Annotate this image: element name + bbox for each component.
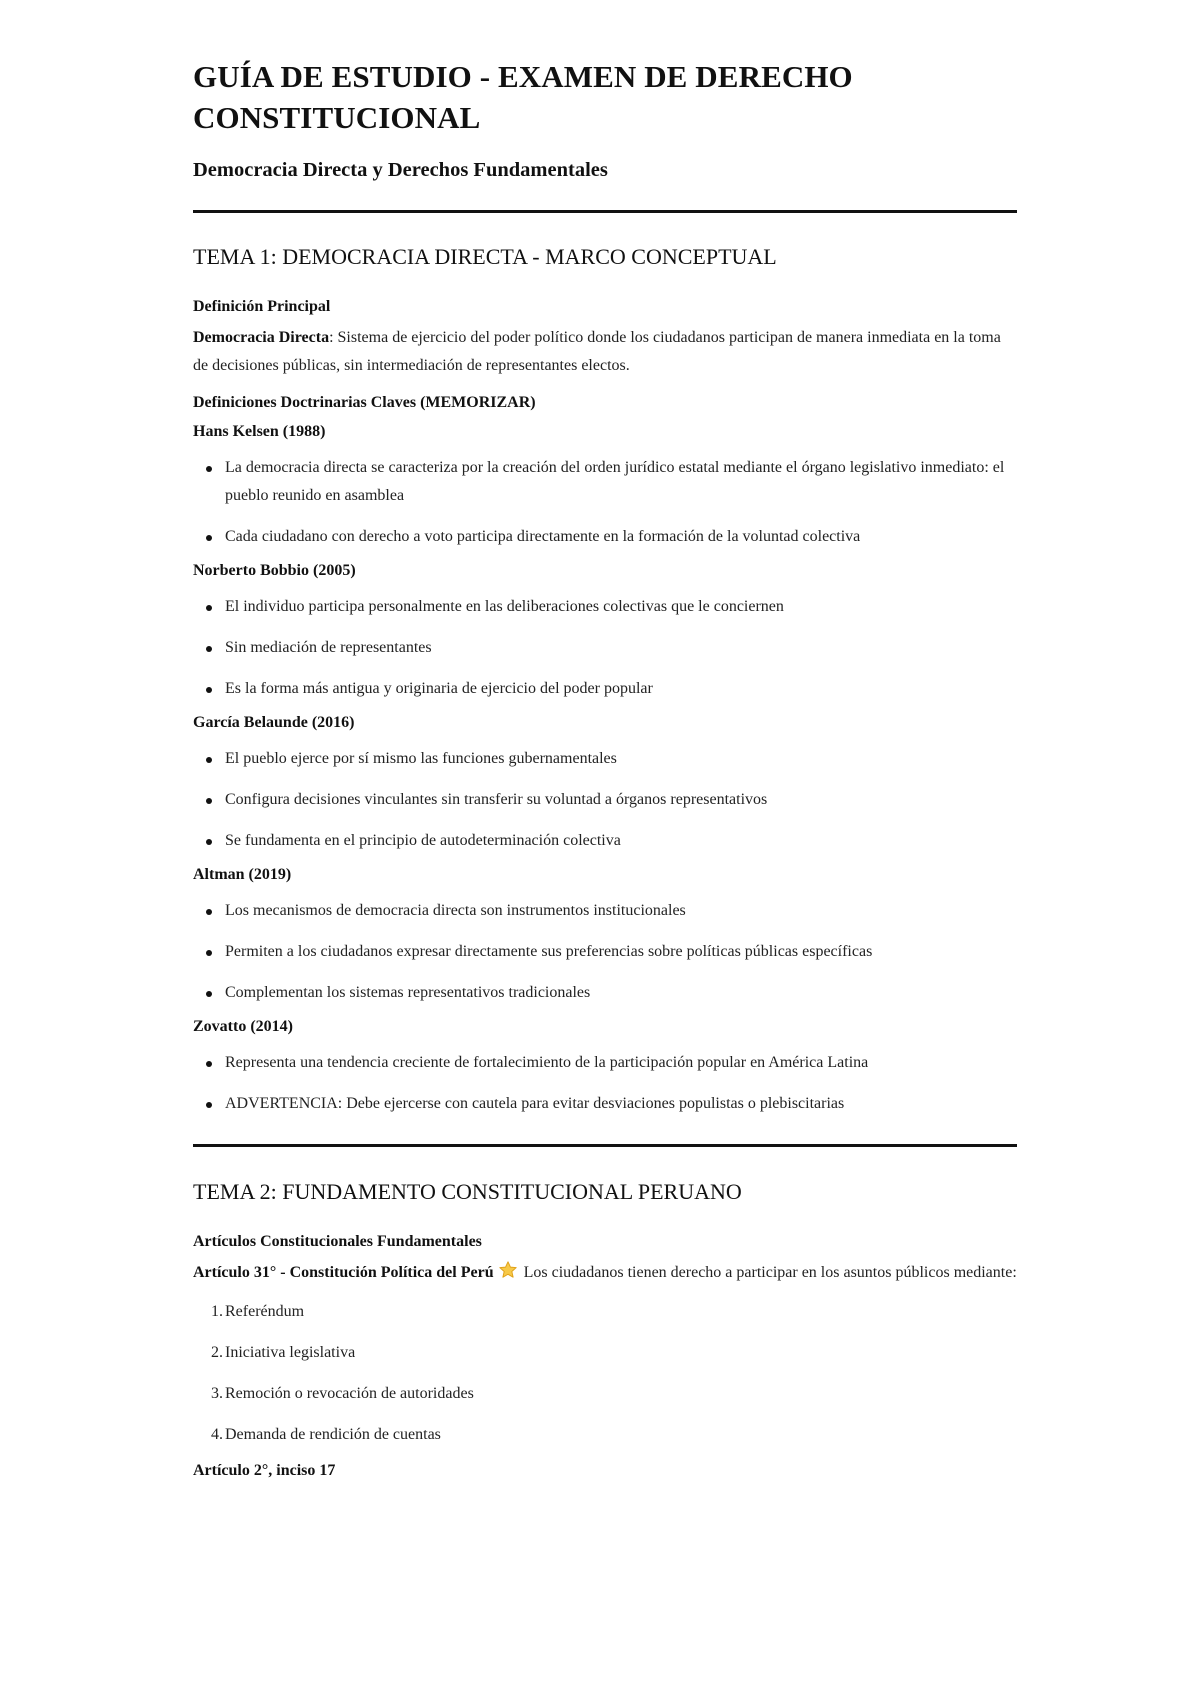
article-31-label: Artículo 31° - Constitución Política del Perú [193, 1264, 494, 1281]
list-number: 3. [211, 1385, 223, 1402]
author-points [193, 593, 1017, 703]
definition-term: Democracia Directa [193, 329, 330, 346]
article-31-text: Los ciudadanos tienen derecho a participar en los asuntos públicos mediante: [519, 1264, 1017, 1281]
document-title: GUÍA DE ESTUDIO - EXAMEN DE DERECHO CONSTITUCIONAL [193, 59, 853, 135]
author-heading: Altman (2019) [193, 866, 292, 883]
list-item: ADVERTENCIA: Debe ejercerse con cautela para evitar desviaciones populistas o plebiscitarias [193, 1090, 1017, 1118]
list-item: Cada ciudadano con derecho a voto participa directamente en la formación de la voluntad colectiva [193, 523, 1017, 551]
author-points [193, 1049, 1017, 1118]
list-item: Los mecanismos de democracia directa son instrumentos institucionales [193, 897, 1017, 925]
definition-heading: Definición Principal [193, 298, 331, 315]
list-item: El pueblo ejerce por sí mismo las funciones gubernamentales [193, 745, 1017, 773]
author-heading: García Belaunde (2016) [193, 714, 355, 731]
definition-paragraph [193, 324, 1017, 380]
document-subtitle: Democracia Directa y Derechos Fundamentales [193, 159, 608, 181]
list-item-text: Remoción o revocación de autoridades [225, 1385, 474, 1402]
list-item-text: Referéndum [225, 1303, 305, 1320]
document-content [193, 56, 1017, 1482]
article-31-paragraph [193, 1259, 1017, 1287]
author-heading: Hans Kelsen (1988) [193, 423, 326, 440]
definition-text: : Sistema de ejercicio del poder político donde los ciudadanos participan de manera inmediata en la toma de decisiones públicas, sin intermediación de representantes electos. [193, 329, 1001, 374]
list-item: Es la forma más antigua y originaria de ejercicio del poder popular [193, 675, 1017, 703]
list-number: 2. [211, 1344, 223, 1361]
list-item: Sin mediación de representantes [193, 634, 1017, 662]
author-heading: Norberto Bobbio (2005) [193, 562, 356, 579]
list-number: 1. [211, 1303, 223, 1320]
article-31-list [193, 1298, 1017, 1449]
section-title: TEMA 2: FUNDAMENTO CONSTITUCIONAL PERUANO [193, 1179, 742, 1204]
section-divider [193, 1144, 1017, 1147]
author-heading: Zovatto (2014) [193, 1018, 293, 1035]
author-points [193, 454, 1017, 551]
list-item [193, 1339, 1017, 1367]
list-item: Complementan los sistemas representativos tradicionales [193, 979, 1017, 1007]
author-points [193, 745, 1017, 855]
article-2-heading: Artículo 2°, inciso 17 [193, 1462, 336, 1479]
list-item: Representa una tendencia creciente de fortalecimiento de la participación popular en América Latina [193, 1049, 1017, 1077]
list-number: 4. [211, 1426, 223, 1443]
section-tema-2 [193, 1178, 1017, 1482]
list-item: Permiten a los ciudadanos expresar directamente sus preferencias sobre políticas públicas específicas [193, 938, 1017, 966]
doctrinal-heading: Definiciones Doctrinarias Claves (MEMORIZAR) [193, 394, 536, 411]
author-points [193, 897, 1017, 1007]
list-item [193, 1421, 1017, 1449]
list-item: Configura decisiones vinculantes sin transferir su voluntad a órganos representativos [193, 786, 1017, 814]
section-divider [193, 210, 1017, 213]
articles-heading: Artículos Constitucionales Fundamentales [193, 1233, 482, 1250]
list-item [193, 1380, 1017, 1408]
star-icon [498, 1260, 518, 1280]
section-tema-1 [193, 243, 1017, 1118]
list-item: La democracia directa se caracteriza por la creación del orden jurídico estatal mediante el órgano legislativo inmediato: el pueblo reunido en asamblea [193, 454, 1017, 510]
list-item: El individuo participa personalmente en las deliberaciones colectivas que le conciernen [193, 593, 1017, 621]
section-title: TEMA 1: DEMOCRACIA DIRECTA - MARCO CONCEPTUAL [193, 244, 777, 269]
list-item-text: Iniciativa legislativa [225, 1344, 356, 1361]
list-item-text: Demanda de rendición de cuentas [225, 1426, 441, 1443]
list-item: Se fundamenta en el principio de autodeterminación colectiva [193, 827, 1017, 855]
list-item [193, 1298, 1017, 1326]
